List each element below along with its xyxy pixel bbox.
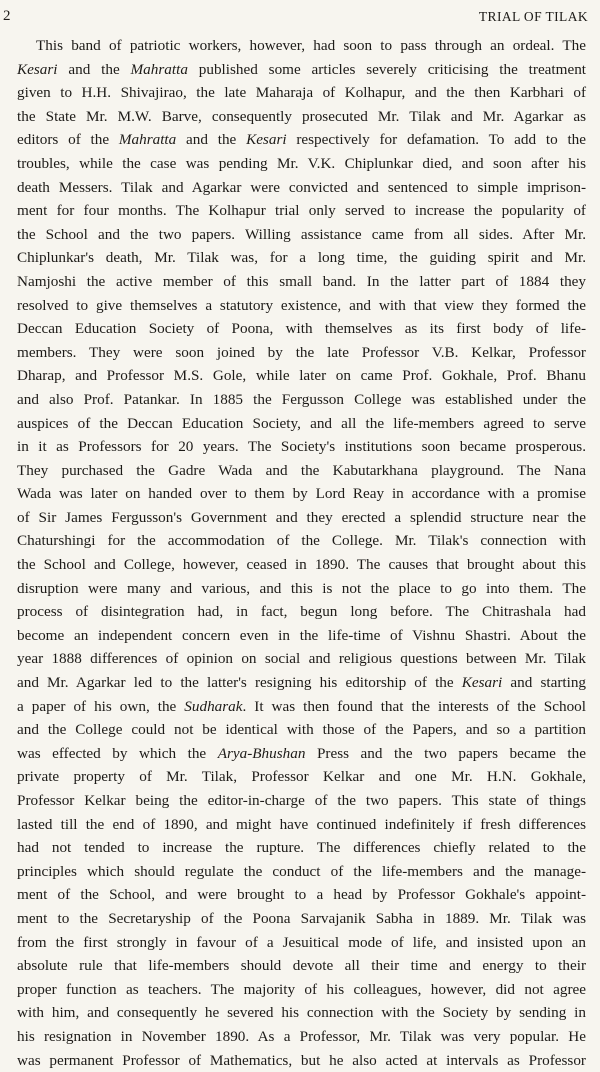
- page-number: 2: [3, 8, 11, 24]
- text-line: ment to the Secretaryship of the Poona Sarvajanik Sabha in 1889. Mr. Tilak was: [17, 909, 586, 927]
- text-line: Wada was later on handed over to them by Lord Reay in accordance with a promise: [17, 485, 586, 503]
- italic-title: Kesari: [246, 131, 287, 149]
- italic-title: Kesari: [17, 60, 58, 78]
- text-line: in it as Professors for 20 years. The Society's institutions soon became prosperous.: [17, 438, 586, 456]
- text-line: private property of Mr. Tilak, Professor Kelkar and one Mr. H.N. Gokhale,: [17, 768, 586, 786]
- text-line: of Sir James Fergusson's Government and they erected a splendid structure near the: [17, 508, 586, 526]
- text-line: Professor Kelkar being the editor-in-charge of the two papers. This state of things: [17, 792, 586, 809]
- text-line: resolved to give themselves a statutory existence, and with that view they formed the: [17, 296, 586, 314]
- text-line: and Mr. Agarkar led to the latter's resigning his editorship of the Kesari and starting: [17, 674, 587, 692]
- text-line: become an independent concern even in the life-time of Vishnu Shastri. About the: [17, 626, 586, 644]
- text-line: ment for four months. The Kolhapur trial only served to increase the popularity of: [17, 202, 586, 220]
- text-line: proper function as teachers. The majority of his colleagues, however, did not agree: [17, 980, 586, 998]
- text-line: Kesari and the Mahratta published some articles severely criticising the treatment: [17, 60, 587, 78]
- text-line: Chaturshingi for the accommodation of the College. Mr. Tilak's connection with: [17, 532, 586, 550]
- text-line: given to H.H. Shivajirao, the late Maharaja of Kolhapur, and the then Karbhari of: [17, 84, 586, 102]
- text-line: troubles, while the case was pending Mr. V.K. Chiplunkar died, and soon after his: [17, 154, 586, 172]
- text-line: the State Mr. M.W. Barve, consequently prosecuted Mr. Tilak and Mr. Agarkar as: [17, 107, 586, 125]
- text-line: auspices of the Deccan Education Society, and all the life-members agreed to serve: [17, 414, 586, 432]
- text-line: Deccan Education Society of Poona, with themselves as its first body of life-: [17, 320, 586, 338]
- text-line: the School and the two papers. Willing assistance came from all sides. After Mr.: [17, 225, 586, 243]
- body-paragraph: [17, 34, 586, 1072]
- text-line: absolute rule that life-members should devote all their time and energy to their: [17, 957, 586, 975]
- text-line: lasted till the end of 1890, and might have continued indefinitely if fresh differences: [17, 815, 586, 833]
- text-line: editors of the Mahratta and the Kesari respectively for defamation. To add to the: [17, 131, 587, 149]
- text-line: had not tended to increase the rupture. The differences chiefly related to the: [17, 839, 586, 857]
- text-line: was permanent Professor of Mathematics, but he also acted at intervals as Professor: [17, 1051, 586, 1069]
- italic-title: Mahratta: [130, 60, 188, 78]
- text-line: principles which should regulate the conduct of the life-members and the manage-: [17, 862, 586, 880]
- text-line: Namjoshi the active member of this small band. In the latter part of 1884 they: [17, 272, 586, 290]
- text-line: Dharap, and Professor M.S. Gole, while later on came Prof. Gokhale, Prof. Bhanu: [17, 367, 586, 385]
- text-line: This band of patriotic workers, however, had soon to pass through an ordeal. The: [36, 37, 586, 54]
- text-line: and also Prof. Patankar. In 1885 the Fergusson College was established under the: [17, 390, 586, 408]
- text-line: Chiplunkar's death, Mr. Tilak was, for a long time, the guiding spirit and Mr.: [17, 249, 586, 267]
- text-line: was effected by which the Arya-Bhushan Press and the two papers became the: [17, 744, 586, 762]
- text-line: death Messers. Tilak and Agarkar were convicted and sentenced to simple imprison-: [17, 178, 586, 196]
- text-line: with him, and consequently he severed his connection with the Society by sending in: [17, 1004, 586, 1022]
- italic-title: Mahratta: [118, 131, 177, 149]
- text-line: his resignation in November 1890. As a Professor, Mr. Tilak was very popular. He: [17, 1027, 586, 1045]
- text-line: members. They were soon joined by the late Professor V.B. Kelkar, Professor: [17, 343, 586, 361]
- text-line: a paper of his own, the Sudharak. It was then found that the interests of the School: [17, 697, 586, 715]
- italic-title: Sudharak: [184, 697, 243, 715]
- running-head: TRIAL OF TILAK: [478, 9, 588, 24]
- text-line: They purchased the Gadre Wada and the Kabutarkhana playground. The Nana: [17, 461, 586, 479]
- text-line: from the first strongly in favour of a Jesuitical mode of life, and insisted upon an: [17, 933, 586, 951]
- text-line: ment of the School, and were brought to a head by Professor Gokhale's appoint-: [17, 886, 586, 904]
- text-line: the School and College, however, ceased in 1890. The causes that brought about this: [17, 556, 586, 574]
- italic-title: Arya-Bhushan: [217, 744, 306, 762]
- text-line: process of disintegration had, in fact, begun long before. The Chitrashala had: [17, 603, 586, 621]
- text-line: year 1888 differences of opinion on social and religious questions between Mr. Tilak: [17, 650, 586, 668]
- text-line: disruption were many and various, and this is not the place to go into them. The: [17, 579, 586, 597]
- page-header: [3, 8, 588, 28]
- text-line: and the College could not be identical with those of the Papers, and so a partition: [17, 721, 586, 739]
- italic-title: Kesari: [461, 674, 503, 692]
